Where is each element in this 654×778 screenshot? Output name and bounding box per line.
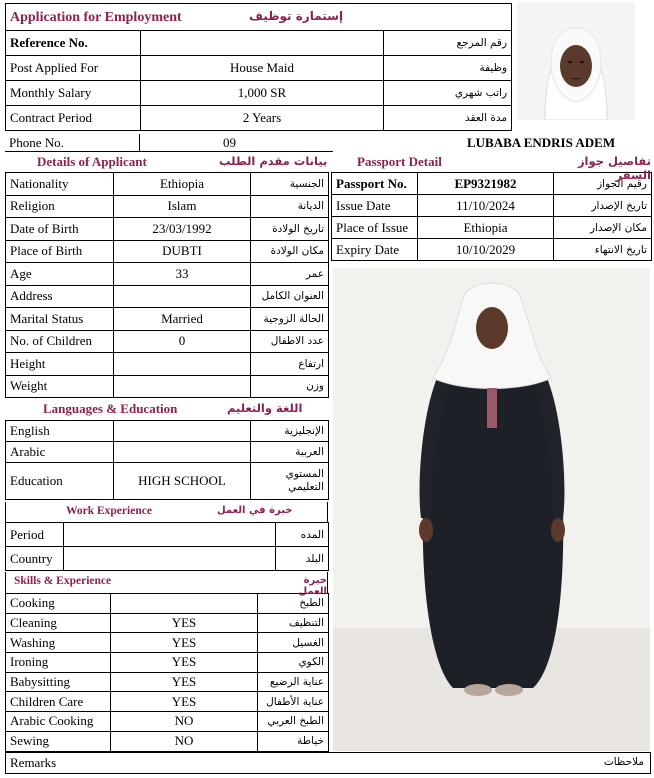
details-row (6, 330, 329, 353)
skill-value: NO (111, 731, 258, 751)
details-value: Married (114, 308, 251, 331)
english-row (6, 421, 329, 442)
contract-value: 2 Years (141, 106, 384, 131)
skill-row (6, 712, 329, 732)
applicant-portrait-photo (517, 2, 635, 120)
place-of-issue-label-ar: مكان الإصدار (554, 217, 652, 239)
post-value: House Maid (141, 56, 384, 81)
salary-row (6, 81, 512, 106)
skill-value: YES (111, 672, 258, 692)
details-row (6, 375, 329, 398)
skill-label-ar: الطبخ (258, 594, 329, 614)
applicant-full-body-photo (333, 268, 650, 751)
details-row (6, 308, 329, 331)
phone-label: Phone No. (9, 135, 64, 150)
applicant-name: LUBABA ENDRIS ADEM (467, 135, 616, 150)
details-label-ar: الديانة (251, 195, 329, 218)
expiry-date-label: Expiry Date (332, 239, 418, 261)
skill-label-ar: الغسيل (258, 633, 329, 653)
period-row (6, 523, 329, 547)
details-title: Details of Applicant (37, 154, 147, 169)
header-table (5, 3, 512, 131)
skill-label: Sewing (6, 731, 111, 751)
skill-value: YES (111, 653, 258, 673)
details-row (6, 285, 329, 308)
details-label: Nationality (6, 173, 114, 196)
details-label-ar: العنوان الكامل (251, 285, 329, 308)
reference-label-ar: رقم المرجع (384, 31, 512, 56)
details-label-ar: الجنسية (251, 173, 329, 196)
skill-label-ar: عناية الرضيع (258, 672, 329, 692)
skills-title-ar: خبرة العمل (298, 575, 327, 597)
education-value: HIGH SCHOOL (114, 463, 251, 500)
reference-value (141, 31, 384, 56)
passport-header (331, 152, 651, 182)
skill-label: Ironing (6, 653, 111, 673)
expiry-date-value: 10/10/2029 (418, 239, 554, 261)
arabic-label-ar: العربية (251, 442, 329, 463)
skill-label-ar: عناية الأطفال (258, 692, 329, 712)
application-title-ar: إستمارة توظيف (249, 9, 344, 23)
skill-label-ar: خياطة (258, 731, 329, 751)
country-value (64, 547, 276, 571)
expiry-date-row (332, 239, 652, 261)
details-label: No. of Children (6, 330, 114, 353)
remarks-label: Remarks (10, 755, 57, 770)
details-table (5, 172, 329, 398)
details-label-ar: عمر (251, 263, 329, 286)
skill-row (6, 613, 329, 633)
passport-title: Passport Detail (357, 154, 442, 169)
skill-row (6, 653, 329, 673)
period-value (64, 523, 276, 547)
passport-no-label-ar: رقيم الجواز (554, 173, 652, 195)
skill-row (6, 672, 329, 692)
passport-table (331, 172, 652, 261)
languages-header (5, 398, 328, 420)
work-section (5, 502, 328, 571)
passport-no-label: Passport No. (332, 173, 418, 195)
work-title: Work Experience (66, 505, 152, 517)
skills-section (5, 572, 328, 752)
contract-label-ar: مدة العقد (384, 106, 512, 131)
details-value: 23/03/1992 (114, 218, 251, 241)
skill-label-ar: التنظيف (258, 613, 329, 633)
header-title-cell (6, 4, 512, 31)
country-label-ar: البلد (276, 547, 329, 571)
skill-value: YES (111, 633, 258, 653)
details-label-ar: الحالة الزوجية (251, 308, 329, 331)
country-row (6, 547, 329, 571)
application-title: Application for Employment (10, 9, 182, 25)
details-label: Date of Birth (6, 218, 114, 241)
header-block (5, 3, 511, 131)
details-row (6, 195, 329, 218)
work-table (5, 522, 329, 571)
languages-section (5, 398, 328, 500)
details-value (114, 375, 251, 398)
details-value: DUBTI (114, 240, 251, 263)
details-label-ar: عدد الاطفال (251, 330, 329, 353)
post-row (6, 56, 512, 81)
details-row (6, 240, 329, 263)
period-label: Period (6, 523, 64, 547)
post-label: Post Applied For (6, 56, 141, 81)
details-value: Islam (114, 195, 251, 218)
passport-title-ar: تفاصيل جواز السفر (577, 154, 651, 182)
details-value: Ethiopia (114, 173, 251, 196)
details-row (6, 218, 329, 241)
skill-label: Children Care (6, 692, 111, 712)
languages-title-ar: اللغة والتعليم (227, 401, 303, 415)
details-label-ar: تاريخ الولادة (251, 218, 329, 241)
details-label: Place of Birth (6, 240, 114, 263)
skills-title: Skills & Experience (14, 575, 112, 587)
details-label: Address (6, 285, 114, 308)
work-header (5, 502, 328, 522)
details-label-ar: ارتفاع (251, 353, 329, 376)
skill-label-ar: الطبخ العربي (258, 712, 329, 732)
details-row (6, 173, 329, 196)
details-value: 0 (114, 330, 251, 353)
details-label-ar: وزن (251, 375, 329, 398)
passport-no-value: EP9321982 (418, 173, 554, 195)
place-of-issue-value: Ethiopia (418, 217, 554, 239)
skill-label: Babysitting (6, 672, 111, 692)
phone-row (5, 134, 651, 152)
skill-row (6, 731, 329, 751)
country-label: Country (6, 547, 64, 571)
details-label-ar: مكان الولادة (251, 240, 329, 263)
issue-date-row (332, 195, 652, 217)
english-label: English (6, 421, 114, 442)
details-row (6, 263, 329, 286)
skill-label: Arabic Cooking (6, 712, 111, 732)
skill-label-ar: الكوي (258, 653, 329, 673)
reference-label: Reference No. (6, 31, 141, 56)
salary-label-ar: راتب شهري (384, 81, 512, 106)
english-label-ar: الإنجليزية (251, 421, 329, 442)
education-row (6, 463, 329, 500)
arabic-label: Arabic (6, 442, 114, 463)
details-row (6, 353, 329, 376)
remarks-row (5, 752, 651, 774)
details-label: Weight (6, 375, 114, 398)
details-value: 33 (114, 263, 251, 286)
education-label-ar: المستوي التعليمي (251, 463, 329, 500)
skills-header (5, 572, 328, 597)
phone-value: 09 (223, 135, 236, 150)
skill-row (6, 633, 329, 653)
place-of-issue-label: Place of Issue (332, 217, 418, 239)
place-of-issue-row (332, 217, 652, 239)
details-section (5, 152, 328, 398)
details-label: Height (6, 353, 114, 376)
skills-table (5, 593, 329, 752)
languages-title: Languages & Education (43, 401, 178, 416)
skill-value: YES (111, 692, 258, 712)
remarks-label-ar: ملاحظات (603, 756, 644, 768)
skill-value: YES (111, 613, 258, 633)
arabic-row (6, 442, 329, 463)
contract-label: Contract Period (6, 106, 141, 131)
salary-label: Monthly Salary (6, 81, 141, 106)
languages-table (5, 420, 329, 500)
expiry-date-label-ar: تاريخ الانتهاء (554, 239, 652, 261)
post-label-ar: وظيفة (384, 56, 512, 81)
issue-date-value: 11/10/2024 (418, 195, 554, 217)
details-label: Religion (6, 195, 114, 218)
skill-label: Washing (6, 633, 111, 653)
english-value (114, 421, 251, 442)
contract-row (6, 106, 512, 131)
issue-date-label: Issue Date (332, 195, 418, 217)
education-label: Education (6, 463, 114, 500)
details-header (5, 152, 328, 172)
skill-value: NO (111, 712, 258, 732)
skill-value (111, 594, 258, 614)
details-label: Marital Status (6, 308, 114, 331)
passport-section (331, 152, 651, 261)
arabic-value (114, 442, 251, 463)
details-title-ar: بيانات مقدم الطلب (219, 154, 328, 168)
details-label: Age (6, 263, 114, 286)
details-value (114, 285, 251, 308)
skill-label: Cleaning (6, 613, 111, 633)
work-title-ar: خبرة في العمل (217, 505, 293, 516)
reference-row (6, 31, 512, 56)
skill-label: Cooking (6, 594, 111, 614)
details-value (114, 353, 251, 376)
period-label-ar: المده (276, 523, 329, 547)
issue-date-label-ar: تاريخ الإصدار (554, 195, 652, 217)
salary-value: 1,000 SR (141, 81, 384, 106)
skill-row (6, 692, 329, 712)
